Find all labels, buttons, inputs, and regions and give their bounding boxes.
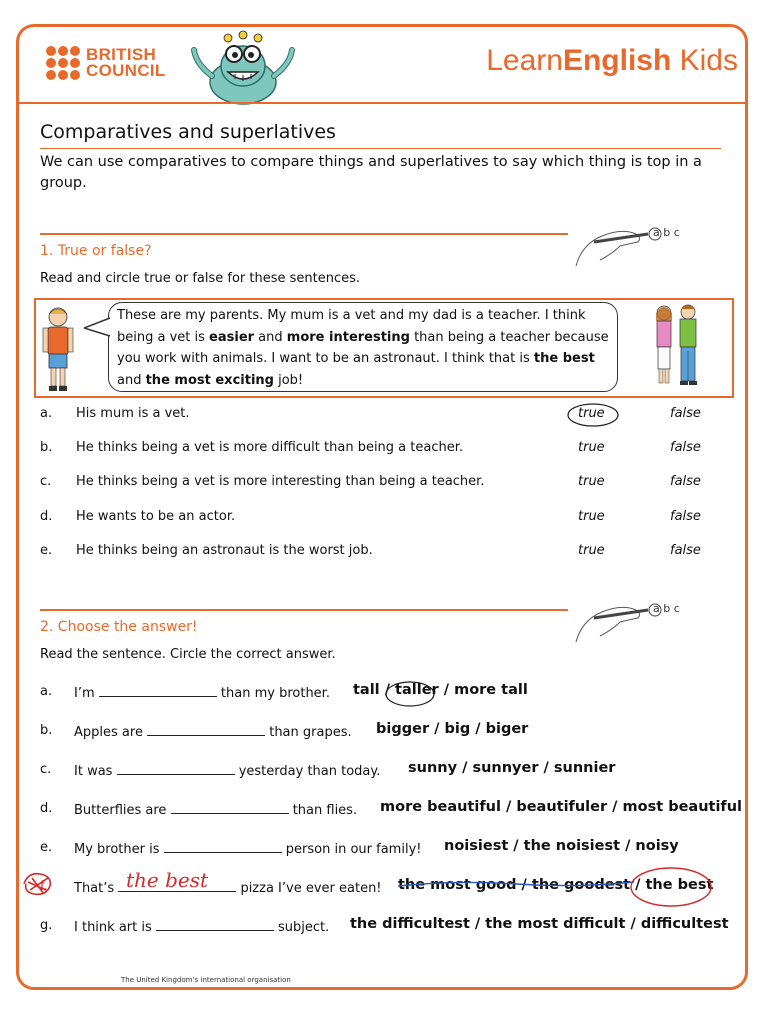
true-option[interactable]: true bbox=[578, 406, 605, 421]
answer-options[interactable]: the most good / the goodest / the best bbox=[398, 877, 714, 893]
intro-text: We can use comparatives to compare things and superlatives to say which thing is top in a group. bbox=[40, 154, 702, 191]
answer-blank[interactable] bbox=[117, 762, 235, 775]
parents-illustration-icon bbox=[648, 303, 704, 387]
section1-title: 1. True or false? bbox=[40, 243, 152, 259]
answer-options[interactable]: bigger / big / biger bbox=[376, 721, 529, 737]
false-option[interactable]: false bbox=[670, 543, 701, 558]
section2-divider bbox=[40, 609, 568, 611]
tf-item-e: e. He thinks being an astronaut is the worst job. true false bbox=[40, 543, 701, 558]
section2-instruction: Read the sentence. Circle the correct answer. bbox=[40, 647, 336, 662]
false-option[interactable]: false bbox=[670, 474, 701, 489]
answer-blank[interactable] bbox=[156, 918, 274, 931]
learnenglish-kids-logo: LearnEnglish Kids bbox=[486, 44, 738, 77]
speech-bubble bbox=[108, 302, 618, 392]
answer-options[interactable]: more beautiful / beautifuler / most beautiful bbox=[380, 799, 743, 815]
footer-text: The United Kingdom’s international organisation bbox=[121, 976, 291, 984]
answer-blank[interactable] bbox=[147, 723, 265, 736]
title-underline bbox=[40, 148, 721, 149]
false-option[interactable]: false bbox=[670, 440, 701, 455]
monster-mascot-icon bbox=[188, 30, 298, 106]
true-option[interactable]: true bbox=[578, 543, 605, 558]
boy-illustration-icon bbox=[40, 304, 76, 394]
brand-line-1: BRITISH bbox=[86, 45, 157, 64]
answer-options[interactable]: tall / taller / more tall bbox=[353, 682, 528, 698]
tf-item-d: d. He wants to be an actor. true false bbox=[40, 509, 701, 524]
answer-blank[interactable] bbox=[164, 840, 282, 853]
bubble-tail bbox=[84, 316, 112, 338]
true-option[interactable]: true bbox=[578, 509, 605, 524]
true-option[interactable]: true bbox=[578, 440, 605, 455]
answer-blank[interactable] bbox=[99, 684, 217, 697]
brand-line-2: COUNCIL bbox=[86, 61, 166, 80]
handwritten-answer: the best bbox=[126, 868, 209, 892]
tf-item-c: c. He thinks being a vet is more interesting than being a teacher. true false bbox=[40, 474, 701, 489]
tf-item-a: a. His mum is a vet. true false bbox=[40, 406, 701, 421]
choice-item-b: b. Apples are than grapes. bigger / big / biger bbox=[40, 721, 529, 740]
answer-options[interactable]: noisiest / the noisiest / noisy bbox=[444, 838, 679, 854]
abc-label: a b c bbox=[653, 602, 680, 615]
section2-title: 2. Choose the answer! bbox=[40, 619, 198, 635]
choice-item-f: f. That’s pizza I’ve ever eaten! the most good / the goodest / the best bbox=[40, 877, 714, 896]
logo-dots-icon bbox=[46, 46, 80, 80]
choice-item-e: e. My brother is person in our family! noisiest / the noisiest / noisy bbox=[40, 838, 679, 857]
abc-label: a b c bbox=[653, 226, 680, 239]
story-text: These are my parents. My mum is a vet and my dad is a teacher. I think being a vet is easier and more interesting than being a teacher because you work with animals. I want to be an astronaut. I think that is the best and the most exciting job! bbox=[117, 308, 609, 388]
section1-divider bbox=[40, 233, 568, 235]
section1-instruction: Read and circle true or false for these sentences. bbox=[40, 271, 361, 286]
british-council-logo bbox=[46, 46, 166, 80]
writing-hand-icon bbox=[572, 590, 692, 646]
choice-item-d: d. Butterflies are than flies. more beautiful / beautifuler / most beautiful bbox=[40, 799, 743, 818]
choice-item-a: a. I’m than my brother. tall / taller / more tall bbox=[40, 682, 528, 701]
answer-options[interactable]: the difficultest / the most difficult / difficultest bbox=[350, 916, 729, 932]
answer-blank[interactable] bbox=[118, 879, 236, 892]
false-option[interactable]: false bbox=[670, 509, 701, 524]
true-option[interactable]: true bbox=[578, 474, 605, 489]
page-title: Comparatives and superlatives bbox=[40, 121, 336, 143]
choice-item-c: c. It was yesterday than today. sunny / sunnyer / sunnier bbox=[40, 760, 616, 779]
tf-item-b: b. He thinks being a vet is more difficult than being a teacher. true false bbox=[40, 440, 701, 455]
answer-options[interactable]: sunny / sunnyer / sunnier bbox=[408, 760, 616, 776]
writing-hand-icon bbox=[572, 214, 692, 270]
choice-item-g: g. I think art is subject. the difficultest / the most difficult / difficultest bbox=[40, 916, 729, 935]
header-divider bbox=[19, 102, 745, 104]
false-option[interactable]: false bbox=[670, 406, 701, 421]
answer-blank[interactable] bbox=[171, 801, 289, 814]
